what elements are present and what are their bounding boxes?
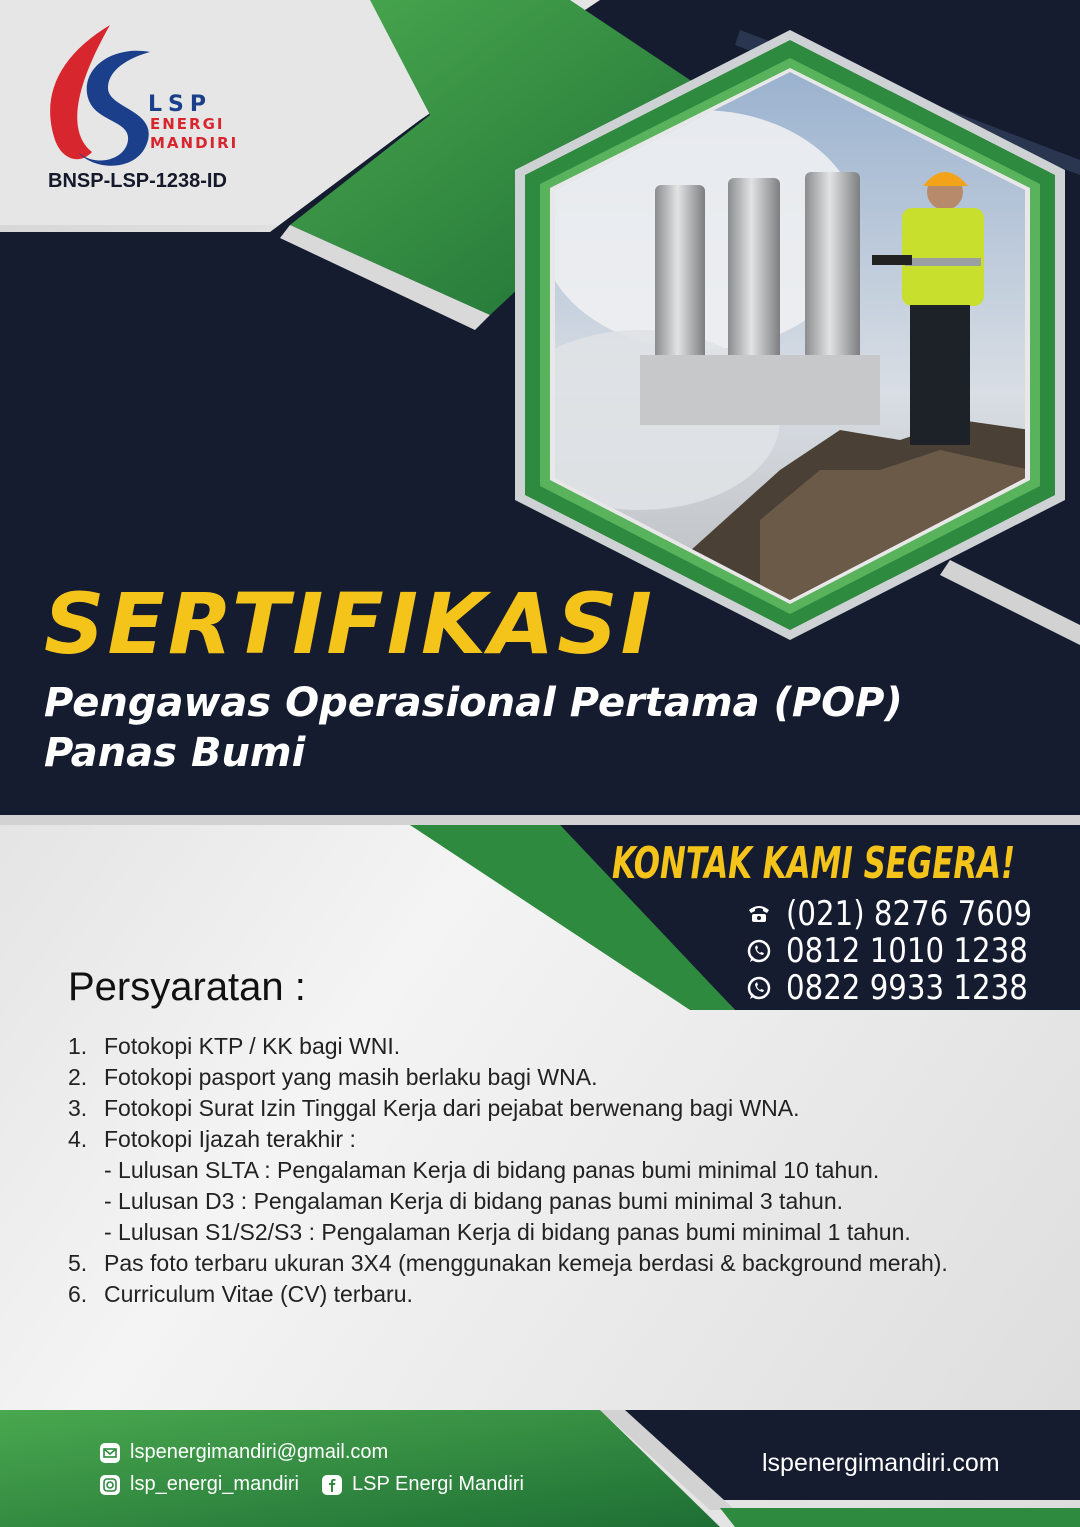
- requirements-heading: Persyaratan :: [68, 965, 306, 1009]
- phone-row-whatsapp-2[interactable]: [744, 968, 1067, 1008]
- list-item: 3. Fotokopi Surat Izin Tinggal Kerja dari pejabat berwenang bagi WNA.: [68, 1095, 800, 1121]
- list-item: 5. Pas foto terbaru ukuran 3X4 (menggunakan kemeja berdasi & background merah).: [68, 1250, 948, 1276]
- list-item: 2. Fotokopi pasport yang masih berlaku bagi WNA.: [68, 1064, 598, 1090]
- contact-heading: KONTAK KAMI SEGERA!: [612, 838, 1016, 889]
- logo-title: LSP: [148, 92, 212, 117]
- telephone-icon: [744, 899, 774, 929]
- list-sub-item: - Lulusan SLTA : Pengalaman Kerja di bidang panas bumi minimal 10 tahun.: [104, 1157, 880, 1183]
- footer-facebook[interactable]: LSP Energi Mandiri: [322, 1473, 524, 1496]
- phone-row-landline[interactable]: [744, 894, 1072, 934]
- phone-row-whatsapp-1[interactable]: [744, 931, 1067, 971]
- phone-number: 0822 9933 1238: [786, 968, 1028, 1008]
- list-item: 6. Curriculum Vitae (CV) terbaru.: [68, 1281, 413, 1307]
- facebook-icon: [322, 1475, 342, 1495]
- accreditation-code: BNSP-LSP-1238-ID: [48, 170, 227, 192]
- footer-email[interactable]: lspenergimandiri@gmail.com: [100, 1441, 388, 1464]
- subtitle-line-1: Pengawas Operasional Pertama (POP): [44, 680, 903, 726]
- logo-subtitle-mandiri: MANDIRI: [150, 134, 239, 152]
- website-link[interactable]: lspenergimandiri.com: [762, 1449, 1000, 1477]
- logo-subtitle-energi: ENERGI: [150, 115, 225, 133]
- phone-number: 0812 1010 1238: [786, 931, 1028, 971]
- whatsapp-icon: [744, 973, 774, 1003]
- requirements-list: [68, 1031, 948, 1310]
- whatsapp-icon: [744, 936, 774, 966]
- page-title: SERTIFIKASI: [44, 575, 655, 673]
- subtitle-line-2: Panas Bumi: [44, 730, 306, 776]
- instagram-icon: [100, 1475, 120, 1495]
- email-icon: [100, 1443, 120, 1463]
- list-item: 1. Fotokopi KTP / KK bagi WNI.: [68, 1033, 401, 1059]
- list-sub-item: - Lulusan D3 : Pengalaman Kerja di bidang panas bumi minimal 3 tahun.: [104, 1188, 843, 1214]
- phone-number: (021) 8276 7609: [786, 894, 1033, 934]
- list-item: 4. Fotokopi Ijazah terakhir :: [68, 1126, 356, 1152]
- list-sub-item: - Lulusan S1/S2/S3 : Pengalaman Kerja di bidang panas bumi minimal 1 tahun.: [104, 1219, 911, 1245]
- footer-instagram[interactable]: lsp_energi_mandiri: [100, 1473, 299, 1496]
